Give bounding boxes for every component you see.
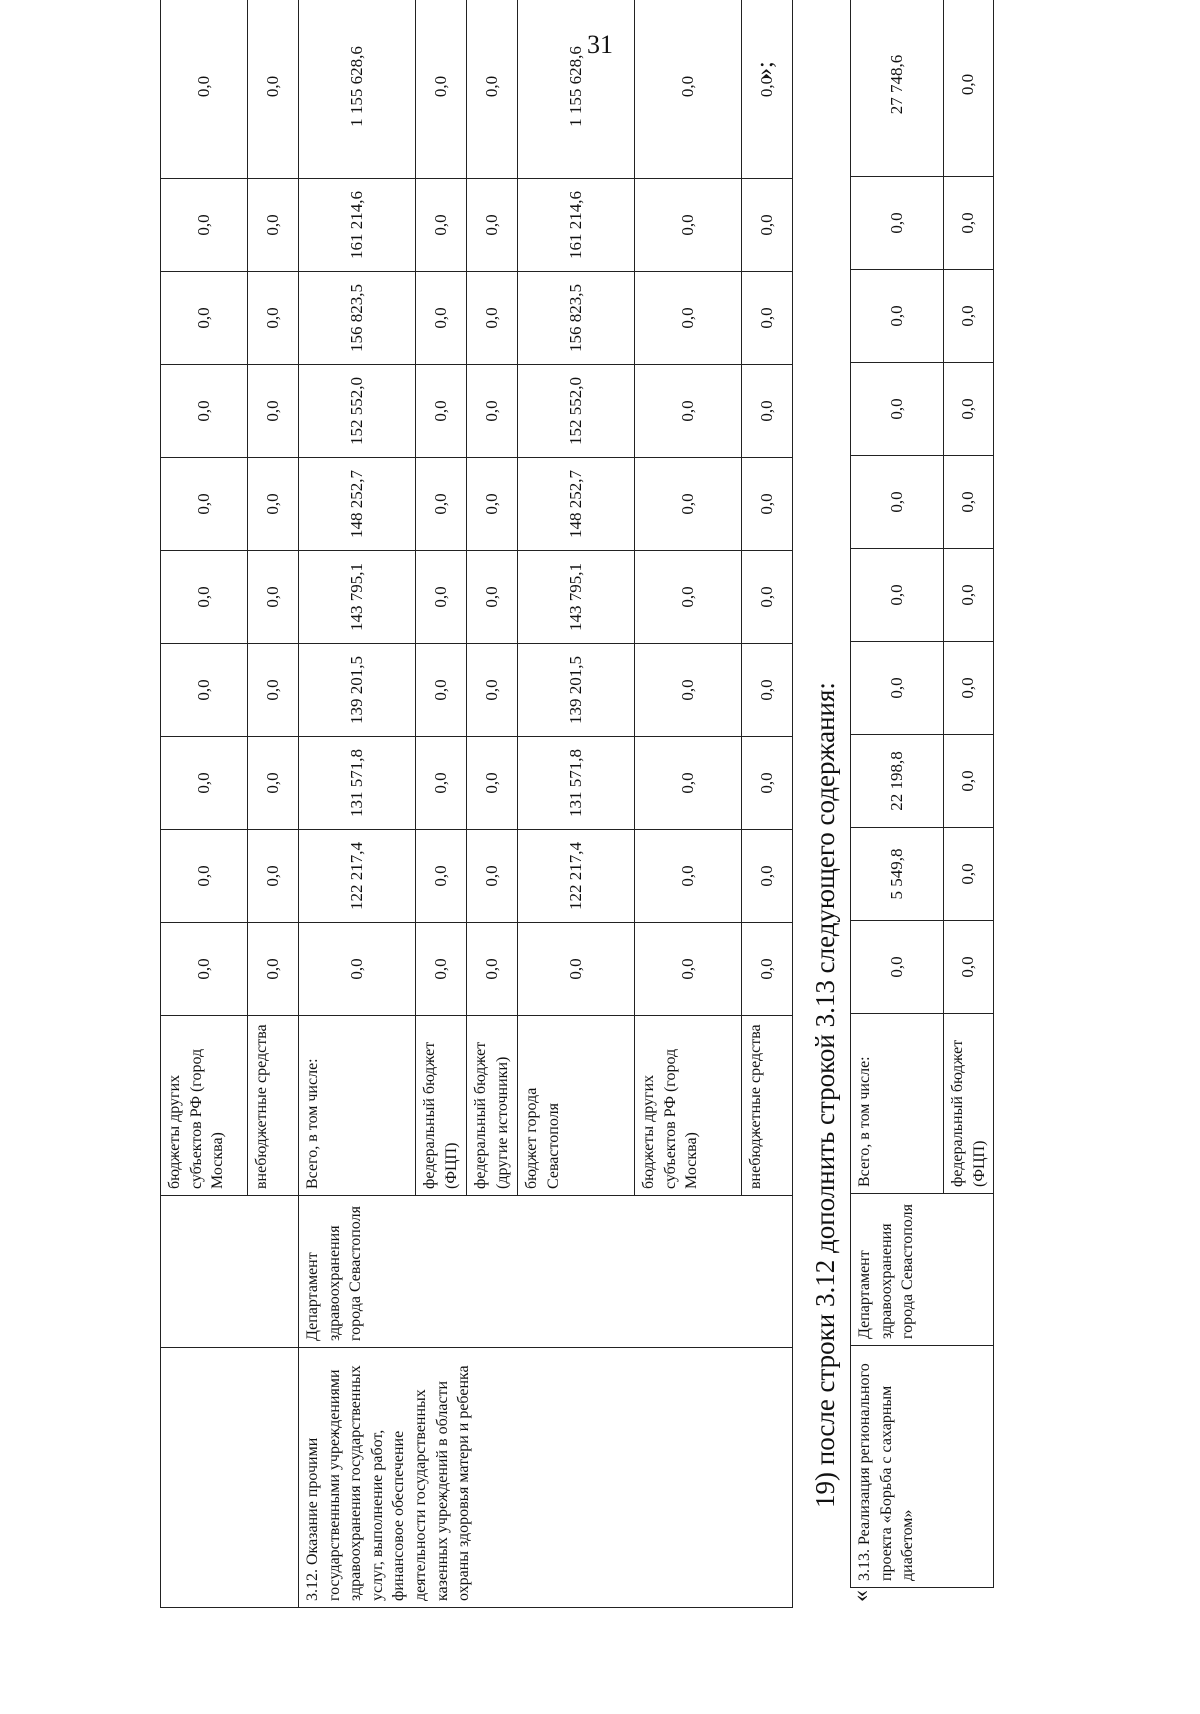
amount-cell: 0,0	[467, 272, 518, 365]
agency-cell: Департамент здравоохранения города Севастополя	[299, 1196, 793, 1348]
amount-cell: 148 252,7	[299, 458, 416, 551]
amount-cell: 0,0	[635, 365, 742, 458]
amount-cell: 0,0	[161, 458, 248, 551]
amount-cell: 0,0	[635, 272, 742, 365]
funding-source-cell: бюджеты других субъектов РФ (город Москва)	[161, 1016, 248, 1196]
funding-source-cell: федеральный бюджет (ФЦП)	[416, 1016, 467, 1196]
funding-table-new-row	[850, 0, 994, 1588]
amount-cell: 1 155 628,6	[518, 0, 635, 179]
amount-cell: 0,0	[161, 0, 248, 179]
amount-cell: 122 217,4	[299, 830, 416, 923]
amendment-text: 19) после строки 3.12 дополнить строкой 3.13 следующего содержания:	[810, 682, 840, 1508]
amount-cell: 0,0	[467, 551, 518, 644]
amount-cell: 0,0	[944, 0, 994, 177]
amount-cell: 0,0	[635, 458, 742, 551]
activity-cell	[161, 1348, 299, 1608]
amount-cell: 0,0	[416, 923, 467, 1016]
amount-cell: 0,0	[248, 0, 299, 179]
amount-cell: 0,0	[635, 551, 742, 644]
amount-cell: 0,0	[248, 830, 299, 923]
amount-cell: 0,0	[467, 0, 518, 179]
agency-cell: Департамент здравоохранения города Севастополя	[851, 1194, 994, 1346]
amount-cell: 122 217,4	[518, 830, 635, 923]
amount-cell: 0,0	[742, 0, 793, 179]
rotated-table-area	[160, 46, 1070, 1608]
amount-cell: 0,0	[248, 179, 299, 272]
amount-cell: 22 198,8	[851, 735, 944, 828]
amount-cell: 152 552,0	[299, 365, 416, 458]
amount-cell: 0,0	[635, 644, 742, 737]
amount-cell: 0,0	[248, 923, 299, 1016]
amount-cell: 0,0	[467, 830, 518, 923]
amount-cell: 0,0	[161, 365, 248, 458]
amount-cell: 161 214,6	[518, 179, 635, 272]
table-row	[851, 0, 944, 1588]
amount-cell: 0,0	[248, 365, 299, 458]
amount-cell: 0,0	[161, 923, 248, 1016]
amount-cell: 0,0	[944, 828, 994, 921]
funding-source-cell: бюджеты других субъектов РФ (город Москва)	[635, 1016, 742, 1196]
amount-cell: 148 252,7	[518, 458, 635, 551]
funding-source-cell: Всего, в том числе:	[299, 1016, 416, 1196]
amount-cell: 0,0	[416, 272, 467, 365]
amount-cell: 0,0	[416, 0, 467, 179]
amount-cell: 0,0	[851, 549, 944, 642]
amount-cell: 0,0	[416, 365, 467, 458]
amount-cell: 0,0	[467, 179, 518, 272]
amount-cell: 143 795,1	[299, 551, 416, 644]
amount-cell: 143 795,1	[518, 551, 635, 644]
amount-cell: 5 549,8	[851, 828, 944, 921]
amount-cell: 0,0	[944, 921, 994, 1014]
amount-cell: 0,0	[851, 456, 944, 549]
activity-cell: 3.12. Оказание прочими государственными учреждениями здравоохранения государственных услуг, выполнение работ, финансовое обеспечение деятельности государственных казенных учреждений в области охраны здоровья матери и ребенка	[299, 1348, 793, 1608]
funding-table-main	[160, 0, 793, 1608]
amount-cell: 0,0	[299, 923, 416, 1016]
amount-cell: 131 571,8	[518, 737, 635, 830]
amount-cell: 0,0	[161, 737, 248, 830]
amount-cell: 0,0	[851, 642, 944, 735]
amount-cell: 0,0	[742, 644, 793, 737]
amount-cell: 0,0	[635, 179, 742, 272]
amount-cell: 0,0	[944, 177, 994, 270]
amount-cell: 0,0	[742, 737, 793, 830]
amount-cell: 0,0	[635, 0, 742, 179]
amount-cell: 0,0	[161, 179, 248, 272]
table-row	[299, 0, 416, 1608]
amount-cell: 0,0	[248, 551, 299, 644]
amount-cell: 0,0	[161, 644, 248, 737]
amount-cell: 0,0	[742, 365, 793, 458]
funding-source-cell: федеральный бюджет (ФЦП)	[944, 1014, 994, 1194]
activity-cell: 3.13. Реализация регионального проекта «Борьба с сахарным диабетом»	[851, 1346, 994, 1588]
amount-cell: 0,0	[467, 737, 518, 830]
amount-cell: 139 201,5	[299, 644, 416, 737]
amount-cell: 0,0	[467, 644, 518, 737]
amount-cell: 0,0	[742, 551, 793, 644]
amount-cell: 0,0	[161, 272, 248, 365]
amount-cell: 0,0	[851, 177, 944, 270]
amount-cell: 0,0	[467, 365, 518, 458]
amount-cell: 0,0	[248, 644, 299, 737]
amount-cell: 0,0	[742, 272, 793, 365]
amount-cell: 139 201,5	[518, 644, 635, 737]
amount-cell: 0,0	[742, 830, 793, 923]
amount-cell: 0,0	[944, 642, 994, 735]
amount-cell: 0,0	[742, 179, 793, 272]
amount-cell: 0,0	[416, 737, 467, 830]
table-row	[161, 0, 248, 1608]
agency-cell	[161, 1196, 299, 1348]
amount-cell: 0,0	[248, 737, 299, 830]
amount-cell: 0,0	[416, 179, 467, 272]
amount-cell: 0,0	[161, 551, 248, 644]
amount-cell: 0,0	[635, 830, 742, 923]
amount-cell: 131 571,8	[299, 737, 416, 830]
amount-cell: 0,0	[248, 272, 299, 365]
amount-cell: 0,0	[416, 644, 467, 737]
amount-cell: 0,0	[635, 737, 742, 830]
amount-cell: 0,0	[944, 270, 994, 363]
amount-cell: 0,0	[944, 735, 994, 828]
funding-source-cell: федеральный бюджет (другие источники)	[467, 1016, 518, 1196]
amount-cell: 156 823,5	[299, 272, 416, 365]
amount-cell: 0,0	[944, 363, 994, 456]
amount-cell: 0,0	[467, 923, 518, 1016]
amount-cell: 152 552,0	[518, 365, 635, 458]
amount-cell: 0,0	[851, 270, 944, 363]
amount-cell: 0,0	[416, 551, 467, 644]
funding-source-cell: бюджет города Севастополя	[518, 1016, 635, 1196]
amount-cell: 0,0	[944, 549, 994, 642]
funding-source-cell: Всего, в том числе:	[851, 1014, 944, 1194]
closing-quote: »;	[752, 61, 778, 80]
amount-cell: 156 823,5	[518, 272, 635, 365]
amount-cell: 0,0	[851, 921, 944, 1014]
amount-cell: 0,0	[161, 830, 248, 923]
amount-cell: 27 748,6	[851, 0, 944, 177]
amount-cell: 0,0	[416, 830, 467, 923]
amount-cell: 161 214,6	[299, 179, 416, 272]
amount-cell: 0,0	[851, 363, 944, 456]
amount-cell: 0,0	[742, 458, 793, 551]
amount-cell: 0,0	[635, 923, 742, 1016]
funding-source-cell: внебюджетные средства	[742, 1016, 793, 1196]
amount-cell: 0,0	[742, 923, 793, 1016]
amount-cell: 0,0	[248, 458, 299, 551]
page-number: 31	[587, 30, 613, 59]
opening-quote: «	[848, 1590, 874, 1602]
amount-cell: 0,0	[518, 923, 635, 1016]
amount-cell: 0,0	[416, 458, 467, 551]
amount-cell: 1 155 628,6	[299, 0, 416, 179]
funding-source-cell: внебюджетные средства	[248, 1016, 299, 1196]
amount-cell: 0,0	[467, 458, 518, 551]
amount-cell: 0,0	[944, 456, 994, 549]
